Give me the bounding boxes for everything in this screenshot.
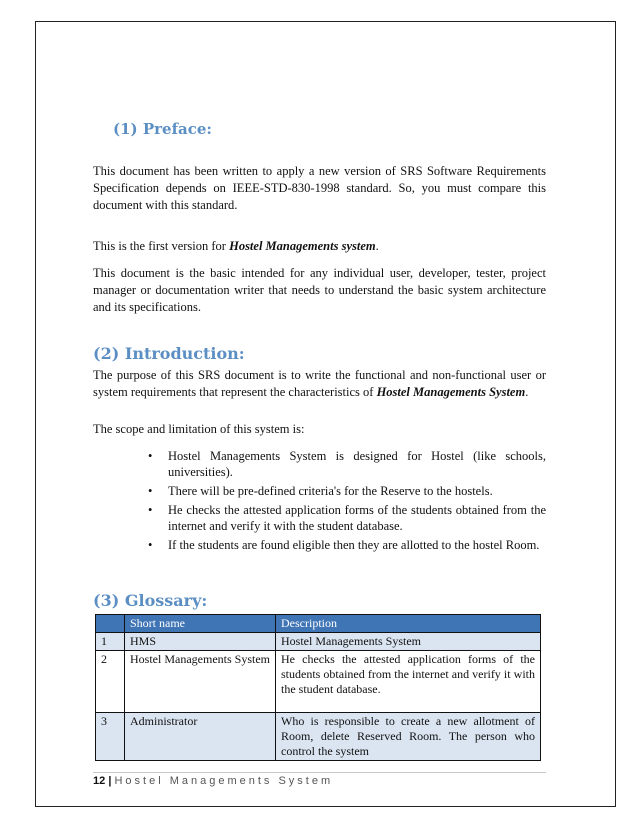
table-cell: Hostel Managements System — [125, 651, 276, 713]
table-cell: 1 — [96, 633, 125, 651]
system-name-bold-2: Hostel Managements System — [376, 385, 526, 399]
page-number: 12 — [93, 775, 106, 787]
preface-paragraph-2-suffix: . — [375, 239, 379, 253]
glossary-table — [95, 614, 541, 761]
table-cell: Administrator — [125, 713, 276, 761]
system-name-bold: Hostel Managements system — [229, 239, 376, 253]
table-cell: 2 — [96, 651, 125, 713]
table-row — [96, 713, 541, 761]
list-item: • He checks the attested application forms of the students obtained from the internet and verify it with the student database. — [148, 502, 546, 534]
list-item: • If the students are found eligible then they are allotted to the hostel Room. — [148, 537, 546, 553]
list-item: • There will be pre-defined criteria's for the Reserve to the hostels. — [148, 483, 546, 499]
footer-title: Hostel Managements System — [114, 775, 334, 787]
footer-separator: | — [108, 775, 112, 787]
scope-bullet-list — [148, 448, 546, 556]
table-cell: Who is responsible to create a new allotment of Room, delete Reserved Room. The person who control the system — [276, 713, 541, 761]
preface-paragraph-2 — [93, 238, 546, 255]
header-cell-description: Description — [276, 615, 541, 633]
table-row — [96, 633, 541, 651]
header-cell-index — [96, 615, 125, 633]
header-cell-short-name: Short name — [125, 615, 276, 633]
table-cell: Hostel Managements System — [276, 633, 541, 651]
table-cell: He checks the attested application forms of the students obtained from the internet and verify it with the student database. — [276, 651, 541, 713]
list-item: • Hostel Managements System is designed for Hostel (like schools, universities). — [148, 448, 546, 480]
footer-divider — [93, 772, 546, 773]
glossary-heading: (3) Glossary: — [93, 591, 208, 610]
introduction-paragraph-1-suffix: . — [525, 385, 529, 399]
page-footer — [93, 775, 333, 787]
introduction-paragraph-2: The scope and limitation of this system is: — [93, 422, 305, 436]
preface-heading: (1) Preface: — [113, 120, 212, 138]
table-cell: 3 — [96, 713, 125, 761]
preface-paragraph-1: This document has been written to apply a new version of SRS Software Requirements Specification depends on IEEE-STD-830-1998 standard. So, you must compare this document with this standard. — [93, 164, 546, 212]
preface-paragraph-3: This document is the basic intended for any individual user, developer, tester, project manager or documentation writer that needs to understand the basic system architecture and its specifications. — [93, 266, 546, 314]
preface-paragraph-2-prefix: This is the first version for — [93, 239, 230, 253]
introduction-paragraph-1-prefix: The purpose of this SRS document is to write the functional and non-functional user or system requirements that represent the characteristics of — [93, 368, 546, 399]
table-header-row — [96, 615, 541, 633]
introduction-paragraph-1 — [93, 367, 546, 401]
table-row — [96, 651, 541, 713]
table-cell: HMS — [125, 633, 276, 651]
introduction-heading: (2) Introduction: — [93, 344, 245, 363]
